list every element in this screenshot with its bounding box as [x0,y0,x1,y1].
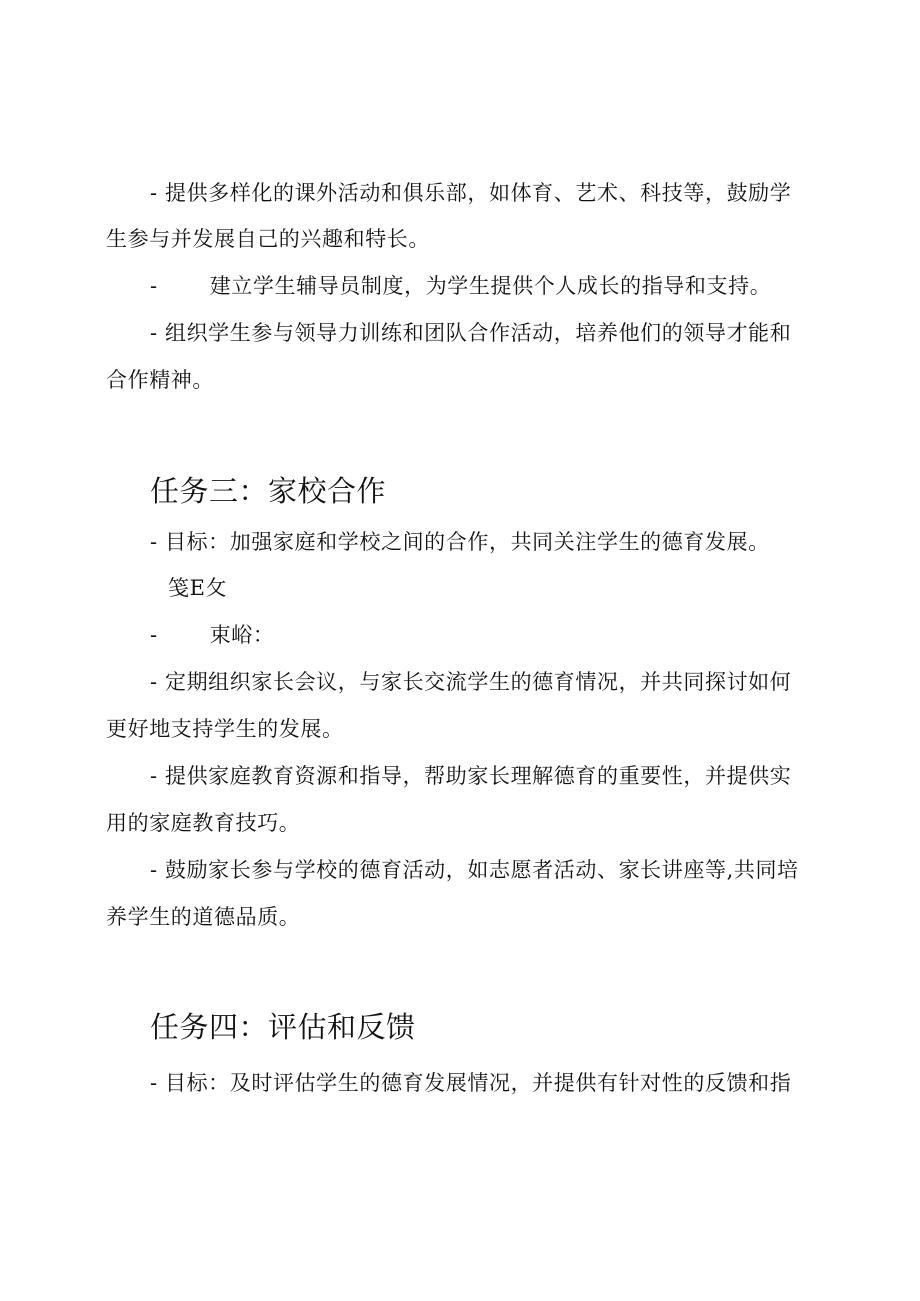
line-text: 建立学生辅导员制度，为学生提供个人成长的指导和支持。 [209,274,772,298]
paragraph-line: 生参与并发展自己的兴趣和特长。 [106,227,430,251]
section-heading: 任务四：评估和反馈 [150,1010,416,1044]
line-text: 束峪： [209,623,275,647]
dash-marker: - [150,623,158,647]
paragraph-line: 用的家庭教育技巧。 [106,811,301,835]
paragraph-line: - 定期组织家长会议，与家长交流学生的德育情况，并共同探讨如何 [150,670,792,694]
goal-line: - 目标：加强家庭和学校之间的合作，共同关注学生的德育发展。 [150,530,770,554]
paragraph-line: - 组织学生参与领导力训练和团队合作活动，培养他们的领导才能和 [150,321,792,345]
garbled-text: 笺E攵 [168,576,228,600]
paragraph-line [150,274,856,298]
paragraph-line: 更好地支持学生的发展。 [106,717,344,741]
paragraph-line: - 鼓励家长参与学校的德育活动，如志愿者活动、家长讲座等,共同培 [150,858,799,882]
paragraph-line: - 提供多样化的课外活动和俱乐部，如体育、艺术、科技等，鼓励学 [150,181,792,205]
section-heading: 任务三：家校合作 [150,474,387,508]
paragraph-line: - 提供家庭教育资源和指导，帮助家长理解德育的重要性，并提供实 [150,764,792,788]
paragraph-line: 合作精神。 [106,368,214,392]
paragraph-line: 养学生的道德品质。 [106,905,301,929]
goal-line: - 目标：及时评估学生的德育发展情况，并提供有针对性的反馈和指 [150,1071,792,1095]
paragraph-line [150,623,856,647]
dash-marker: - [150,274,158,298]
